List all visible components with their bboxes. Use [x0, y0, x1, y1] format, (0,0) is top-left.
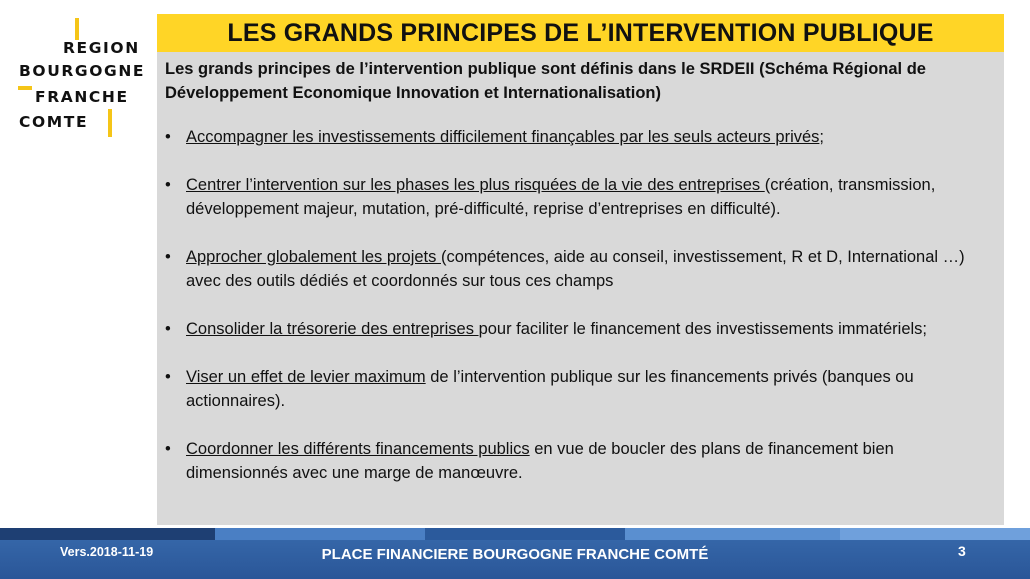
logo-line-franche: FRANCHE: [35, 88, 129, 106]
principle-underlined-text: Consolider la trésorerie des entreprises: [186, 320, 479, 338]
principle-item: [165, 245, 996, 293]
bullet-icon: •: [165, 368, 171, 386]
bullet-icon: •: [165, 440, 171, 458]
region-logo: [18, 36, 153, 136]
principle-item: [165, 437, 996, 485]
logo-line-comte: COMTE: [19, 113, 89, 131]
principle-underlined-text: Viser un effet de levier maximum: [186, 368, 426, 386]
logo-accent-bar-mid: [18, 86, 32, 90]
principle-item: [165, 317, 996, 341]
principle-rest-text: pour faciliter le financement des investissements immatériels;: [478, 320, 927, 338]
principle-underlined-text: Approcher globalement les projets: [186, 248, 441, 266]
version-label: Vers.2018-11-19: [60, 545, 154, 559]
logo-accent-bar-top: [75, 18, 79, 40]
principle-underlined-text: Centrer l’intervention sur les phases les plus risquées de la vie des entreprises: [186, 176, 765, 194]
footer-title: PLACE FINANCIERE BOURGOGNE FRANCHE COMTÉ: [321, 546, 709, 563]
slide-title-bar: [157, 14, 1004, 52]
principle-item: [165, 125, 996, 149]
bullet-icon: •: [165, 128, 171, 146]
logo-accent-bar-bottom: [108, 109, 112, 137]
principles-list: [165, 125, 996, 485]
principle-rest-text: (création, transmission, développement majeur, mutation, pré-difficulté, reprise d’entreprises en difficulté).: [186, 176, 936, 218]
principle-underlined-text: Accompagner les investissements difficilement finançables par les seuls acteurs privés: [186, 128, 820, 146]
footer-bar: [0, 540, 1030, 579]
principle-rest-text: de l’intervention publique sur les financements privés (banques ou actionnaires).: [186, 368, 914, 410]
principle-rest-text: ;: [819, 128, 824, 146]
bullet-icon: •: [165, 248, 171, 266]
bullet-icon: •: [165, 176, 171, 194]
intro-paragraph: Les grands principes de l’intervention publique sont définis dans le SRDEII (Schéma Régional de Développement Economique Innovation et Internationalisation): [165, 60, 926, 102]
principle-item: [165, 365, 996, 413]
principle-underlined-text: Coordonner les différents financements publics: [186, 440, 530, 458]
content-box: [157, 52, 1004, 525]
logo-line-region: REGION: [63, 39, 140, 57]
slide-title: LES GRANDS PRINCIPES DE L’INTERVENTION PUBLIQUE: [227, 18, 934, 47]
page-number: 3: [958, 543, 966, 559]
bullet-icon: •: [165, 320, 171, 338]
principle-rest-text: en vue de boucler des plans de financement bien dimensionnés avec une marge de manœuvre.: [186, 440, 894, 482]
principle-rest-text: (compétences, aide au conseil, investissement, R et D, International …) avec des outils dédiés et coordonnés sur tous ces champs: [186, 248, 965, 290]
footer-stripe: [0, 528, 1030, 540]
logo-line-bourgogne: BOURGOGNE: [19, 62, 146, 80]
principle-item: [165, 173, 996, 221]
